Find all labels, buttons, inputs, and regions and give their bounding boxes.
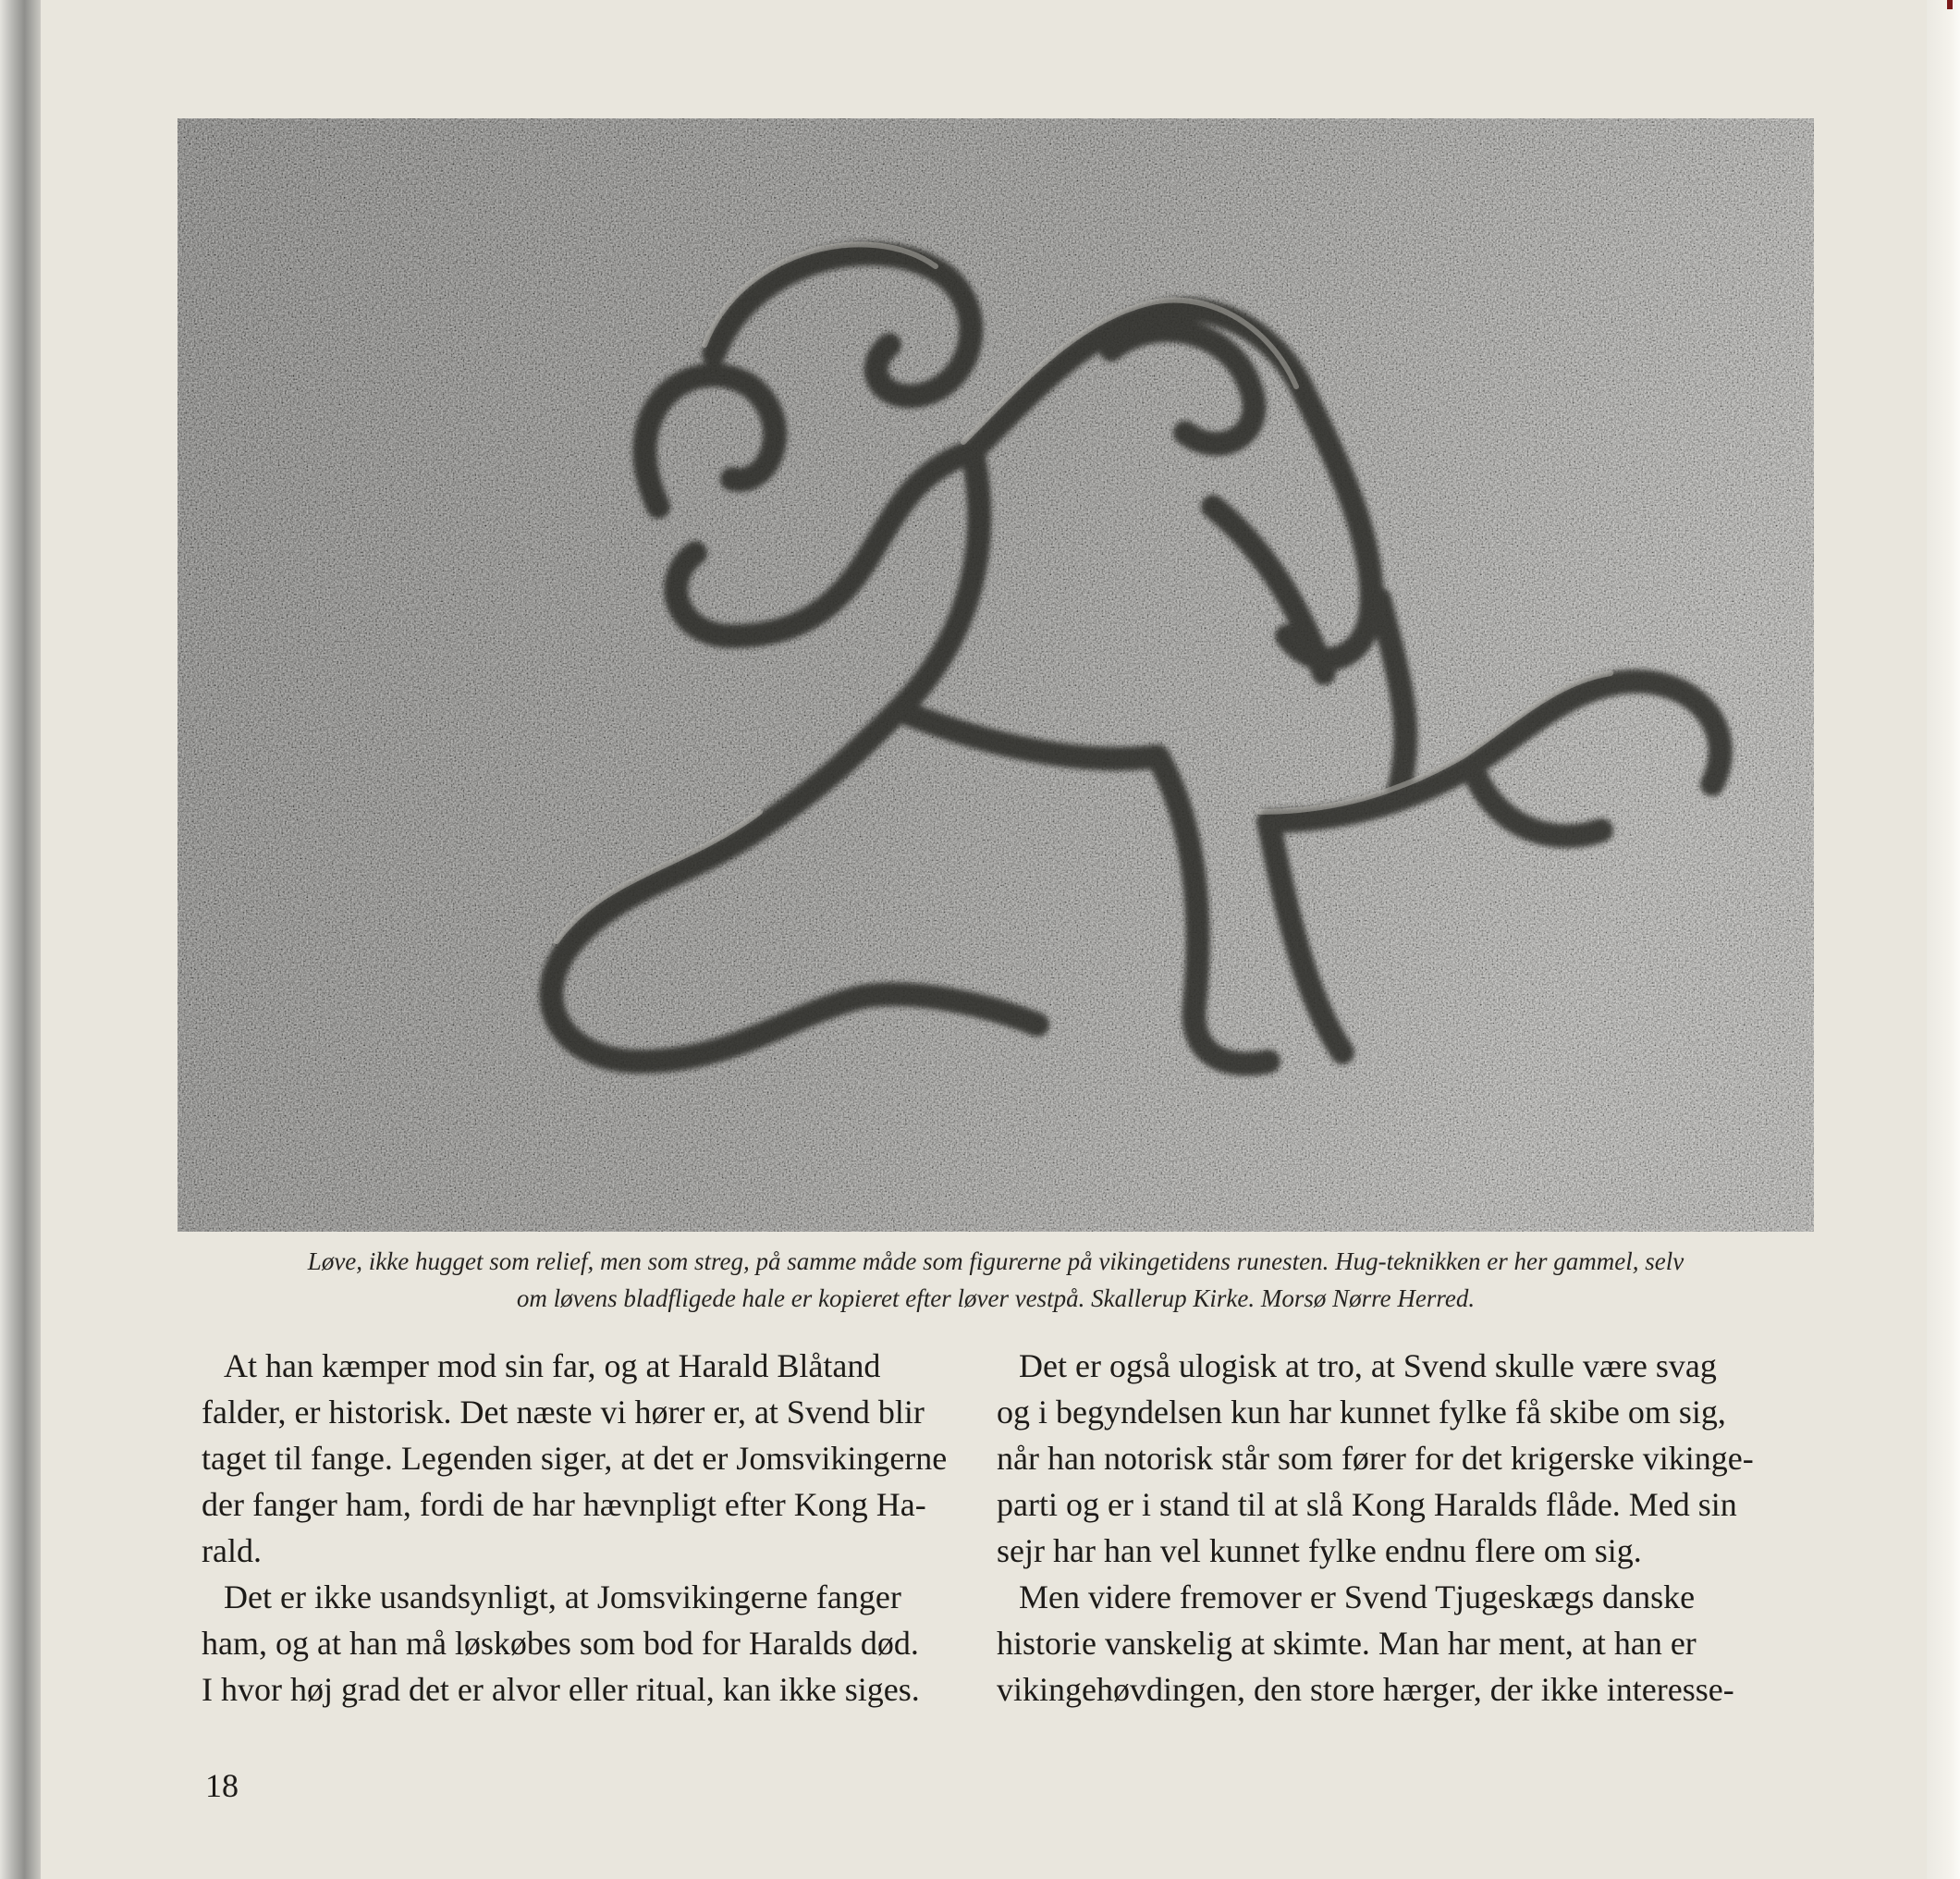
lion-relief-photo xyxy=(178,118,1814,1232)
right-text-column xyxy=(997,1343,1816,1713)
text-line: At han kæmper mod sin far, og at Harald Blåtand xyxy=(224,1347,881,1384)
text-line: historie vanskelig at skimte. Man har ment, at han er xyxy=(997,1625,1697,1662)
page-edge-left xyxy=(0,0,41,1879)
text-line: sejr har han vel kunnet fylke endnu flere om sig. xyxy=(997,1532,1642,1569)
text-line: ham, og at han må løskøbes som bod for Haralds død. xyxy=(202,1625,919,1662)
text-line: falder, er historisk. Det næste vi hører er, at Svend blir xyxy=(202,1394,925,1431)
text-line: I hvor høj grad det er alvor eller ritual, kan ikke siges. xyxy=(202,1671,920,1708)
text-line: Det er ikke usandsynligt, at Jomsvikingerne fanger xyxy=(224,1578,901,1615)
left-text-column xyxy=(202,1343,949,1713)
page-number: 18 xyxy=(205,1767,239,1804)
text-line: Det er også ulogisk at tro, at Svend skulle være svag xyxy=(1019,1347,1717,1384)
figure-caption xyxy=(178,1243,1814,1317)
text-line: Men videre fremover er Svend Tjugeskægs danske xyxy=(1019,1578,1696,1615)
page-edge-right xyxy=(1927,0,1960,1879)
caption-line: Løve, ikke hugget som relief, men som streg, på samme måde som figurerne på vikingetidens runesten. Hug-teknikken er her gammel, selv xyxy=(307,1247,1684,1275)
caption-line: om løvens bladfligede hale er kopieret efter løver vestpå. Skallerup Kirke. Morsø Nørre Herred. xyxy=(516,1284,1476,1312)
text-line: vikingehøvdingen, den store hærger, der ikke interesse- xyxy=(997,1671,1734,1708)
stone-carving-image xyxy=(178,118,1814,1232)
text-line: rald. xyxy=(202,1532,262,1569)
text-line: taget til fange. Legenden siger, at det er Jomsvikingerne xyxy=(202,1440,948,1477)
text-line: og i begyndelsen kun har kunnet fylke få skibe om sig, xyxy=(997,1394,1726,1431)
edge-mark xyxy=(1947,0,1953,9)
text-line: når han notorisk står som fører for det krigerske vikinge- xyxy=(997,1440,1754,1477)
text-line: parti og er i stand til at slå Kong Haralds flåde. Med sin xyxy=(997,1486,1737,1523)
text-line: der fanger ham, fordi de har hævnpligt efter Kong Ha- xyxy=(202,1486,926,1523)
